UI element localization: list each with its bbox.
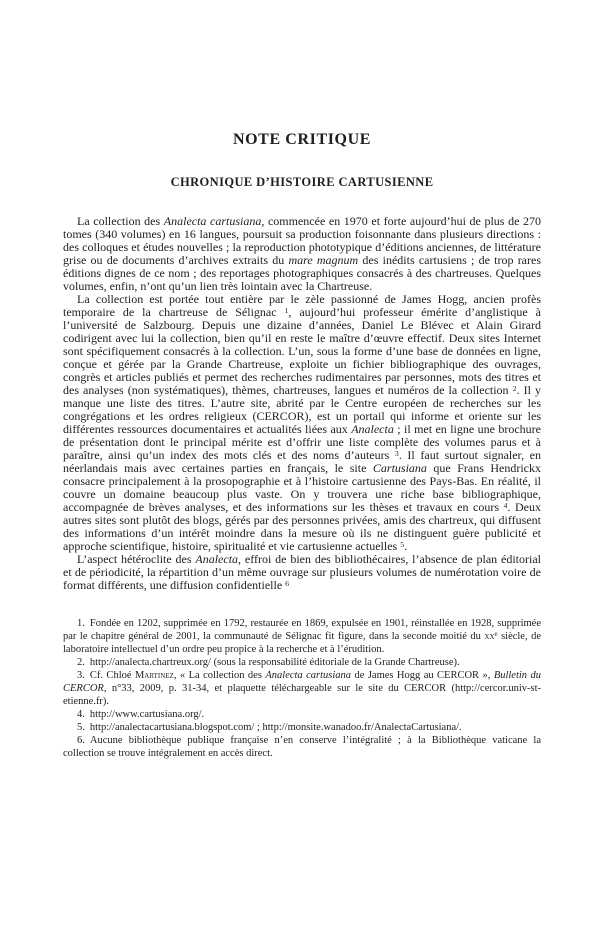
text-segment: Cartusiana (372, 461, 427, 475)
text-segment: Analecta (351, 422, 394, 436)
text-segment: La collection des (77, 214, 164, 228)
footnotes-block (63, 617, 541, 760)
paragraph (63, 215, 541, 293)
text-segment: . (404, 539, 408, 553)
footnote (63, 734, 541, 760)
text-segment: de James Hogg au CERCOR », (351, 670, 494, 681)
section-heading: CHRONIQUE D’HISTOIRE CARTUSIENNE (170, 175, 434, 189)
footnote-number: 3. (77, 670, 85, 681)
footnote (63, 617, 541, 656)
text-segment: http://analecta.chartreux.org/ (sous la responsabilité éditoriale de la Grande Chartreuse). (89, 657, 460, 668)
text-segment: , effroi de bien des bibliothécaires, l’absence de plan éditorial et de périodicité, la répartition d’un même ouvrage sur plusieurs volumes de numérotation voire de format différents, une diffusion confidentielle (63, 552, 541, 592)
text-segment: . Il y manque une liste des titres. L’autre site, abrité par le Centre européen de recherches sur les congrégations et les ordres religieux (CERCOR), est un portail qui informe et oriente sur les différentes ressources documentaires et actualités liées aux (63, 383, 541, 436)
footnote-marker: 1 (284, 305, 289, 315)
text-segment: Cf. Chloé (89, 670, 135, 681)
text-segment: http://analectacartusiana.blogspot.com/ ; http://monsite.wanadoo.fr/AnalectaCartusiana/. (89, 722, 462, 733)
footnote-marker: 4 (503, 500, 508, 510)
footnote-marker: e (494, 630, 498, 638)
footnote-marker: 2 (512, 383, 517, 393)
footnote-number: 5. (77, 722, 85, 733)
text-segment: La collection est portée tout entière par le zèle passionné de James Hogg, ancien profès temporaire de la chartreuse de Sélignac (63, 292, 541, 319)
footnote-number: 2. (77, 657, 85, 668)
footnote (63, 656, 541, 669)
footnote-text (63, 618, 541, 655)
footnote (63, 708, 541, 721)
footnote-number: 6. (77, 735, 85, 746)
text-segment: http://www.cartusiana.org/. (89, 709, 205, 720)
paragraph (63, 553, 541, 592)
text-segment: Analecta cartusiana (163, 214, 262, 228)
footnote-text (90, 722, 462, 733)
text-segment: Analecta (195, 552, 239, 566)
text-segment: Analecta cartusiana (265, 670, 352, 681)
footnote-marker: 5 (400, 539, 405, 549)
text-segment: siècle, de laboratoire intellectuel d’un ordre peu propice à la recherche et à l’érudition. (63, 631, 541, 655)
footnote-marker: 3 (394, 448, 399, 458)
page-title: NOTE CRITIQUE (232, 131, 372, 148)
text-segment: que Frans Hendrickx consacre principalement à la prosopographie et à l’histoire cartusienne des Pays-Bas. En réalité, il couvre un domaine beaucoup plus vaste. On y trouvera une riche base bibliographique, accompagnée de brèves analyses, et des informations sur les thèses et travaux en cours (63, 461, 541, 514)
text-segment: xx (484, 631, 495, 642)
text-segment: . Deux autres sites sont plutôt des blogs, gérés par des personnes privées, amis des chartreux, qui diffusent des informations d’un intérêt moindre dans la mesure où ils ne distinguent guère publicité et approche scientifique, histoire, spiritualité et vie cartusienne actuelles (63, 500, 541, 553)
text-segment: , n°33, 2009, p. 31-34, et plaquette téléchargeable sur le site du CERCOR (http://cercor.univ-st-etienne.fr). (63, 683, 541, 707)
paragraph (63, 293, 541, 553)
text-segment: L’aspect hétéroclite des (77, 552, 196, 566)
footnote-text (90, 657, 460, 668)
text-segment: , commencée en 1970 et forte aujourd’hui de plus de 270 tomes (340 volumes) en 16 langues, poursuit sa production foisonnante dans plusieurs directions : des colloques et études nouvelles ; la reproduction phototypique d’éditions anciennes, de littérature grise ou de documents d’archives extraits du (63, 214, 541, 267)
footnote (63, 721, 541, 734)
footnote-text (63, 735, 541, 759)
text-segment: Aucune bibliothèque publique française n’en conserve l’intégralité ; à la Bibliothèque vaticane la collection se trouve intégralement en accès direct. (63, 735, 541, 759)
text-segment: , « La collection des (173, 670, 266, 681)
text-segment: , aujourd’hui professeur émérite d’anglistique à l’université de Salzbourg. Depuis une dizaine d’années, Daniel Le Blévec et Alain Girard codirigent avec lui la collection, bien qu’il en reste le maître d’œuvre effectif. Deux sites Internet sont spécifiquement consacrés à la collection. L’un, sous la forme d’une base de données en ligne, conçue et gérée par la Grande Chartreuse, exploite un fichier bibliographique des ouvrages, congrès et articles publiés et permet des recherches rudimentaires par personnes, mots des titres et des analyses (non systématiques), thèmes, chartreuses, langues et numéros de la collection (63, 305, 541, 397)
text-segment: . Il faut surtout signaler, en néerlandais mais avec certaines parties en français, le site (63, 448, 542, 475)
text-segment: Martinez (134, 670, 174, 681)
text-segment: mare magnum (288, 253, 359, 267)
footnote-number: 1. (77, 618, 85, 629)
page-content (63, 0, 541, 760)
footnote (63, 669, 541, 708)
footnote-marker: 6 (285, 578, 290, 588)
article-body (63, 215, 541, 592)
text-segment: Fondée en 1202, supprimée en 1792, restaurée en 1869, expulsée en 1901, réinstallée en 1928, supprimée par le chapitre général de 2001, la communauté de Sélignac fit figure, dans la seconde moitié du (63, 618, 541, 642)
text-segment: ; il met en ligne une brochure de présentation dont le principal mérite est d’offrir une liste complète des volumes parus et à paraître, ainsi qu’un index des mots clés et des noms d’auteurs (63, 422, 541, 462)
footnote-number: 4. (77, 709, 85, 720)
text-segment: des inédits cartusiens ; de trop rares éditions dignes de ce nom ; des reportages photographiques consacrés à des chartreuses. Quelques volumes, enfin, n’ont qu’un lien très lointain avec la Chartreuse. (63, 253, 542, 293)
footnote-text (63, 670, 541, 707)
footnote-text (90, 709, 204, 720)
text-segment: Bulletin du CERCOR (63, 670, 541, 694)
